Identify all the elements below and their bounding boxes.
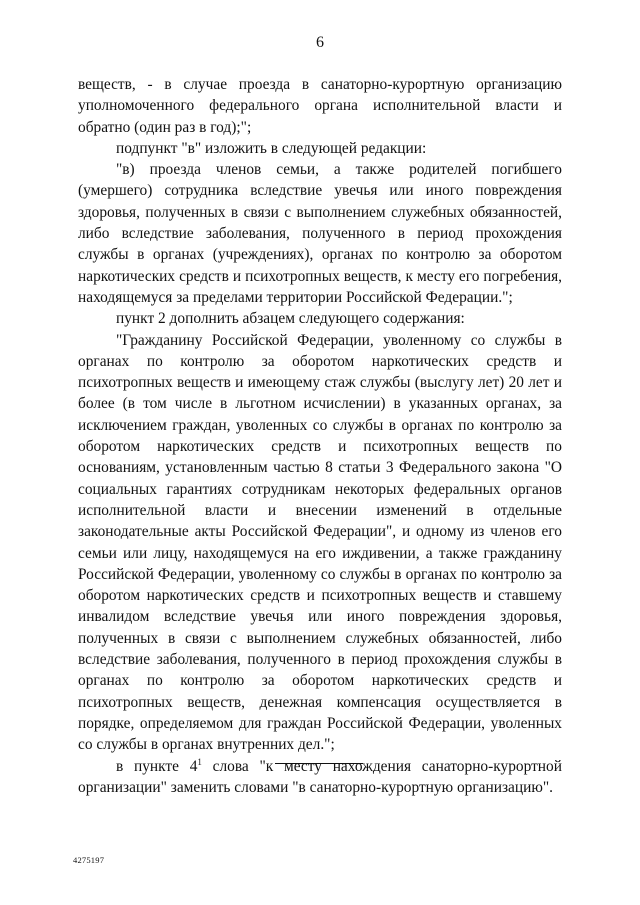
paragraph-subclause-instruction: подпункт "в" изложить в следующей редакции: <box>116 139 427 157</box>
paragraph-replacement-end: слова "к месту нахождения санаторно-курортной организации" заменить словами "в санаторно-курортную организацию". <box>78 757 562 796</box>
end-separator-line <box>275 763 363 764</box>
paragraph-clause-text: "Гражданину Российской Федерации, уволенному со службы в органах по контролю за оборотом наркотических средств и психотропных веществ и имеющему стаж службы (выслугу лет) 20 лет и более (в том числе в льготном исчислении) в указанных органах, за исключением граждан, уволенных со службы в органах по контролю за оборотом наркотических средств и психотропных веществ по основаниям, установленным частью 8 статьи 3 Федерального закона "О социальных гарантиях сотрудникам некоторых федеральных органов исполнительной власти и внесении изменений в отдельные законодательные акты Российской Федерации", и одному из членов его семьи или лицу, находящемуся на его иждивении, а также гражданину Российской Федерации, уволенному со службы в органах по контролю за оборотом наркотических средств и психотропных веществ и ставшему инвалидом вследствие увечья или иного повреждения здоровья, полученных в связи с выполнением служебных обязанностей, либо вследствие заболевания, полученного в период прохождения службы в органах по контролю за оборотом наркотических средств и психотропных веществ, денежная компенсация осуществляется в порядке, определяемом для граждан Российской Федерации, уволенных со службы в органах внутренних дел."; <box>78 331 562 754</box>
paragraph-subclause-text: "в) проезда членов семьи, а также родителей погибшего (умершего) сотрудника вследствие увечья или иного повреждения здоровья, полученных в связи с выполнением служебных обязанностей, либо вследствие заболевания, полученного в период прохождения службы в органах (учреждениях), органах по контролю за оборотом наркотических средств и психотропных веществ, к месту его погребения, находящемуся за пределами территории Российской Федерации."; <box>78 161 562 306</box>
superscript-number: 1 <box>197 756 202 767</box>
paragraph-clause-instruction: пункт 2 дополнить абзацем следующего содержания: <box>116 310 465 328</box>
document-body <box>78 74 562 798</box>
paragraph-continuation: веществ, - в случае проезда в санаторно-курортную организацию уполномоченного федерального органа исполнительной власти и обратно (один раз в год);"; <box>78 76 562 136</box>
paragraph-replacement <box>78 756 562 799</box>
page-number: 6 <box>316 34 324 51</box>
paragraph-replacement-start: в пункте 4 <box>116 757 198 775</box>
document-code: 4275197 <box>73 855 105 865</box>
